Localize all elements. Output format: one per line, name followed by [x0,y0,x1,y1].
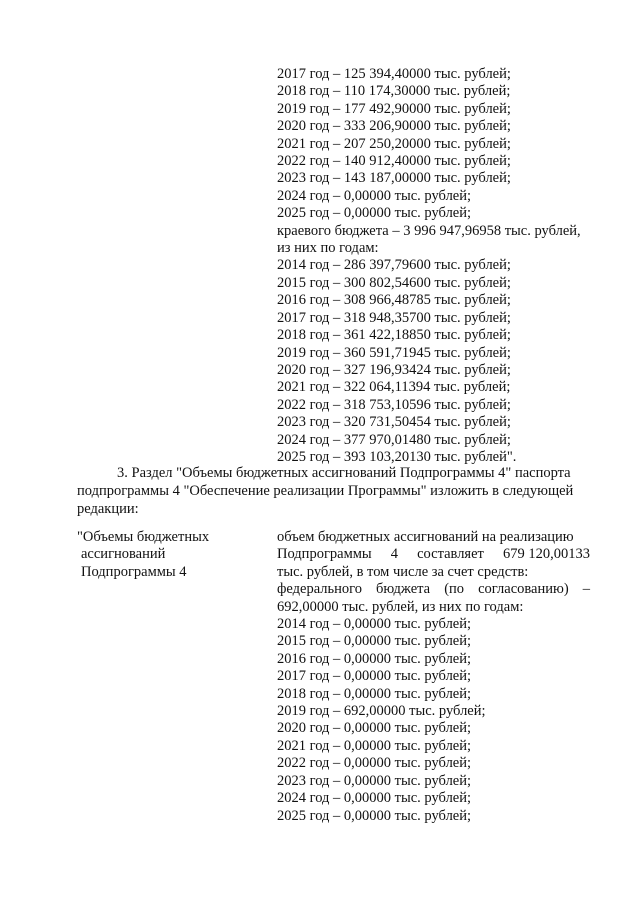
table-left-cell [77,529,257,581]
year-line: 2019 год – 692,00000 тыс. рублей; [277,703,486,720]
year-line: 2022 год – 0,00000 тыс. рублей; [277,755,472,772]
text-line: 2022 год – 140 912,40000 тыс. рублей; [277,153,511,170]
text-line: 2019 год – 177 492,90000 тыс. рублей; [277,100,511,117]
year-line: 2015 год – 0,00000 тыс. рублей; [277,633,472,650]
year-line: 2023 год – 0,00000 тыс. рублей; [277,772,472,789]
text-line: 2017 год – 318 948,35700 тыс. рублей; [277,309,511,326]
year-line: 2025 год – 0,00000 тыс. рублей; [277,807,472,824]
text-line: 2015 год – 300 802,54600 тыс. рублей; [277,274,511,291]
word: – [582,581,590,598]
year-line: 2018 год – 0,00000 тыс. рублей; [277,685,472,702]
paragraph-line: редакции: [77,501,139,517]
cell-line: Подпрограммы 4 [81,563,187,580]
text-line: 2018 год – 110 174,30000 тыс. рублей; [277,83,511,100]
text-line: краевого бюджета – 3 996 947,96958 тыс. рублей, [277,222,581,239]
text-line: 2025 год – 393 103,20130 тыс. рублей". [277,448,517,465]
text-line: 2024 год – 0,00000 тыс. рублей; [277,187,472,204]
year-line: 2024 год – 0,00000 тыс. рублей; [277,790,472,807]
year-line: 2021 год – 0,00000 тыс. рублей; [277,737,472,754]
table-right-cell [277,529,597,825]
text-line: 2019 год – 360 591,71945 тыс. рублей; [277,344,511,361]
funding-by-year-block [277,66,597,466]
paragraph-line: 3. Раздел "Объемы бюджетных ассигнований Подпрограммы 4" паспорта [117,465,571,481]
text-line: из них по годам: [277,240,379,257]
word: бюджета [376,581,431,598]
text-line: 2023 год – 320 731,50454 тыс. рублей; [277,414,511,431]
paragraph-line: подпрограммы 4 "Обеспечение реализации Программы" изложить в следующей [77,483,574,499]
text-line: 2014 год – 286 397,79600 тыс. рублей; [277,257,511,274]
paragraph-3 [77,464,597,518]
text-line: 2016 год – 308 966,48785 тыс. рублей; [277,292,511,309]
text-line: 2021 год – 322 064,11394 тыс. рублей; [277,379,511,396]
cell-line: объем бюджетных ассигнований на реализацию [277,529,574,545]
cell-line: тыс. рублей, в том числе за счет средств: [277,563,529,580]
year-line: 2014 год – 0,00000 тыс. рублей; [277,616,472,633]
year-line: 2017 год – 0,00000 тыс. рублей; [277,668,472,685]
year-line: 2016 год – 0,00000 тыс. рублей; [277,650,472,667]
word: федерального [277,581,362,598]
text-line: 2025 год – 0,00000 тыс. рублей; [277,205,472,222]
cell-line [277,546,590,563]
text-line: 2020 год – 327 196,93424 тыс. рублей; [277,361,511,378]
text-line: 2021 год – 207 250,20000 тыс. рублей; [277,135,511,152]
year-line: 2020 год – 0,00000 тыс. рублей; [277,720,472,737]
word: 4 [390,546,399,563]
word: Подпрограммы [277,546,372,563]
word: согласованию) [478,581,569,598]
text-line: 2022 год – 318 753,10596 тыс. рублей; [277,396,511,413]
text-line: 2018 год – 361 422,18850 тыс. рублей; [277,327,511,344]
cell-line: ассигнований [81,546,166,563]
cell-line: "Объемы бюджетных [77,529,210,545]
word: (по [444,581,465,598]
cell-line [277,581,590,598]
text-line: 2020 год – 333 206,90000 тыс. рублей; [277,118,511,135]
cell-line: 692,00000 тыс. рублей, из них по годам: [277,598,524,615]
word: 679 120,00133 [502,546,590,563]
text-line: 2024 год – 377 970,01480 тыс. рублей; [277,431,511,448]
word: составляет [417,546,484,563]
text-line: 2017 год – 125 394,40000 тыс. рублей; [277,66,511,82]
text-line: 2023 год – 143 187,00000 тыс. рублей; [277,170,511,187]
